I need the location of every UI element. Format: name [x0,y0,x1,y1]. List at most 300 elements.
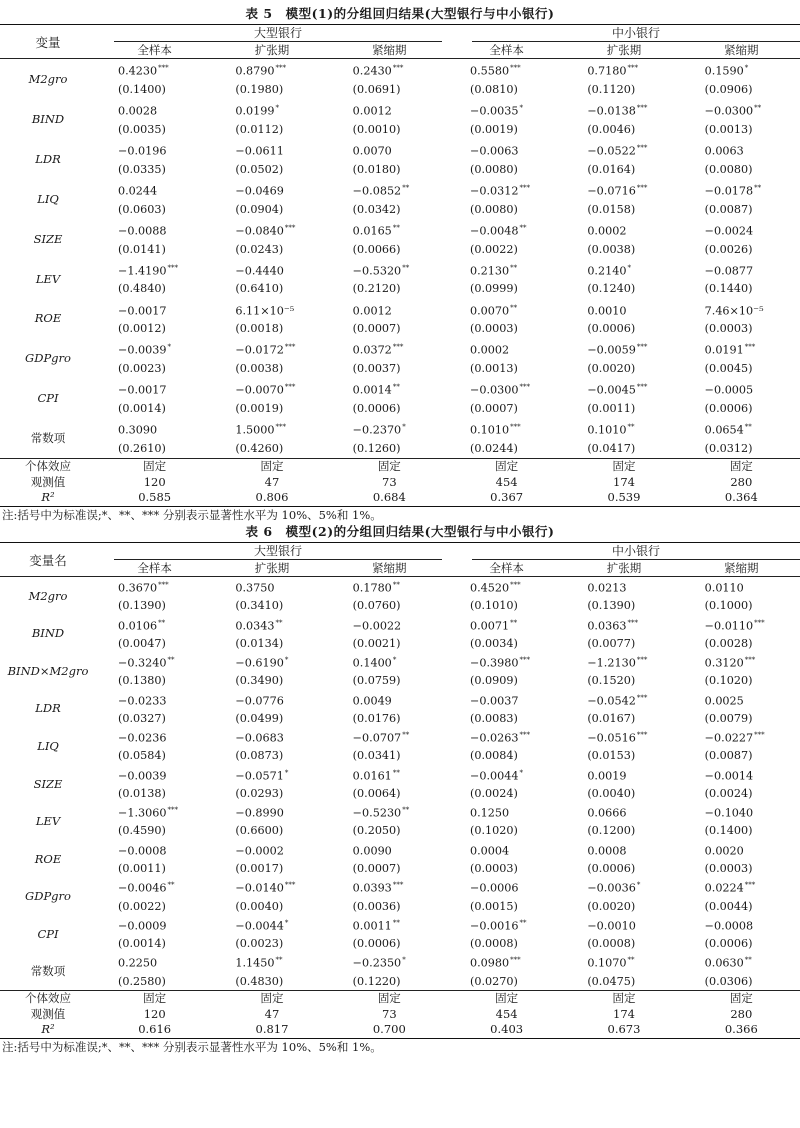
coefficient-cell [213,259,330,281]
coefficient-cell [331,652,448,672]
coefficient-value: 1.5000 [235,424,275,438]
coefficient-value: −0.3980 [469,656,519,670]
significance-stars: ** [402,263,410,272]
coefficient-cell [565,378,682,400]
significance-stars: *** [275,423,286,432]
coefficient-cell [448,615,565,635]
footer-value: 0.616 [96,1022,213,1038]
coefficient-value: −0.2350 [352,957,402,971]
significance-stars: ** [754,103,762,112]
coefficient-value: −0.0172 [235,344,284,358]
table-row [0,338,800,360]
table-row-se [0,320,800,338]
significance-stars: ** [275,956,283,965]
standard-error-cell: (0.0327) [118,711,166,725]
significance-stars: *** [284,223,296,232]
standard-error-cell: (0.0999) [469,282,518,296]
standard-error-cell: (0.0270) [469,974,518,988]
table-row [0,179,800,201]
standard-error-cell: (0.0064) [352,786,401,800]
footer-value: 固定 [448,991,565,1007]
significance-stars: *** [284,383,296,392]
standard-error-cell: (0.0499) [235,711,284,725]
coefficient-value: 0.2130 [469,264,510,278]
coefficient-cell [331,219,448,241]
standard-error-cell: (0.1400) [704,824,753,838]
coefficient-cell [683,219,800,241]
coefficient-value: 0.0654 [704,424,744,438]
footer-value: 固定 [96,459,213,475]
coefficient-value: 0.0070 [469,304,510,318]
coefficient-value: 0.7180 [587,64,627,78]
table-row [0,259,800,281]
standard-error-cell: (0.0164) [587,162,636,176]
significance-stars: ** [627,423,635,432]
coefficient-value: 0.0014 [352,384,392,398]
standard-error-cell: (0.0112) [235,122,284,136]
coefficient-value: 0.3670 [118,581,158,595]
standard-error-cell: (0.0014) [118,937,166,951]
coefficient-value: 0.0110 [704,581,744,595]
standard-error-cell: (0.0007) [352,322,401,336]
standard-error-cell: (0.0342) [352,202,401,216]
coefficient-cell [683,259,800,281]
standard-error-cell: (0.0138) [118,786,166,800]
significance-stars: ** [754,183,762,192]
row-label: M2gro [0,59,96,99]
coefficient-cell [448,219,565,241]
table-row [0,952,800,972]
coefficient-value: 0.0372 [352,344,392,358]
coefficient-value: −0.0571 [235,769,284,783]
standard-error-cell: (0.4830) [235,974,284,988]
standard-error-cell: (0.4260) [235,442,284,456]
coefficient-value: −0.0227 [704,731,754,745]
significance-stars: ** [402,183,410,192]
standard-error-cell: (0.1260) [352,442,401,456]
standard-error-cell: (0.0046) [587,122,636,136]
coefficient-value: −0.4440 [235,264,284,278]
footer-label: 观测值 [30,474,66,489]
standard-error-cell: (0.0003) [469,861,518,875]
standard-error-cell: (0.1020) [704,674,753,688]
standard-error-cell: (0.0691) [352,82,401,96]
sub-header: 紧缩期 [372,43,407,57]
standard-error-cell: (0.0010) [352,122,401,136]
table-row [0,299,800,321]
coefficient-cell [213,418,330,440]
coefficient-value: −0.2370 [352,424,402,438]
table-row [0,690,800,710]
table-row-se [0,440,800,459]
coefficient-cell [683,139,800,161]
coefficient-value: 0.0002 [469,344,510,358]
coefficient-value: 0.0199 [235,104,275,118]
table-5-note: 注:括号中为标准误;*、**、*** 分别表示显著性水平为 10%、5%和 1%。 [2,507,382,522]
table-5-block [0,4,800,524]
footer-value: 280 [730,1006,753,1021]
coefficient-value: −0.0140 [235,882,284,896]
row-label: LDR [35,151,61,166]
standard-error-cell: (0.0006) [704,937,753,951]
footer-value: 0.367 [448,490,565,506]
coefficient-value: −0.0469 [235,184,284,198]
standard-error-cell: (0.0020) [587,362,636,376]
footer-label: 个体效应 [0,991,96,1007]
coefficient-cell [683,615,800,635]
coefficient-cell [96,139,213,161]
coefficient-value: 0.5580 [469,64,510,78]
significance-stars: *** [636,143,648,152]
footer-value: 固定 [213,459,330,475]
table-row [0,765,800,785]
coefficient-cell [96,727,213,747]
group-header-label: 中小银行 [472,25,800,42]
table-row-se [0,860,800,877]
coefficient-cell [565,99,682,121]
coefficient-cell [213,299,330,321]
coefficient-value: 0.4230 [118,64,158,78]
coefficient-cell [565,877,682,897]
standard-error-cell: (0.0012) [118,322,166,336]
footer-value: 固定 [683,991,800,1007]
coefficient-cell [96,99,213,121]
coefficient-cell [96,418,213,440]
coefficient-cell [448,259,565,281]
coefficient-cell [213,338,330,360]
footer-value: 454 [495,1006,518,1021]
standard-error-cell: (0.1440) [704,282,753,296]
coefficient-cell [96,577,213,598]
standard-error-cell: (0.0080) [469,202,518,216]
standard-error-cell: (0.0045) [704,362,753,376]
standard-error-cell: (0.0003) [704,322,753,336]
standard-error-cell: (0.0014) [118,402,166,416]
coefficient-cell [331,915,448,935]
standard-error-cell: (0.0034) [469,636,518,650]
footer-row [0,1022,800,1038]
coefficient-value: 0.0019 [587,769,627,783]
coefficient-cell [331,418,448,440]
coefficient-cell [448,59,565,81]
coefficient-cell [96,840,213,860]
coefficient-value: 0.0343 [235,619,275,633]
group-header [96,543,448,561]
significance-stars: ** [519,918,527,927]
coefficient-value: 0.0010 [587,304,627,318]
footer-value: 0.684 [331,490,448,506]
coefficient-value: −1.2130 [587,656,636,670]
table-row-se [0,710,800,727]
table-row-se [0,597,800,614]
significance-stars: *** [167,806,179,815]
coefficient-value: 0.0063 [704,144,744,158]
significance-stars: ** [510,303,518,312]
coefficient-cell [565,179,682,201]
standard-error-cell: (0.1390) [587,599,636,613]
coefficient-value: −0.0522 [587,144,636,158]
standard-error-cell: (0.0023) [235,937,284,951]
coefficient-cell [448,338,565,360]
coefficient-value: 0.0071 [469,619,510,633]
coefficient-cell [96,378,213,400]
standard-error-cell: (0.0417) [587,442,636,456]
coefficient-value: 0.2140 [587,264,627,278]
coefficient-cell [565,219,682,241]
coefficient-value: −0.0776 [235,694,284,708]
standard-error-cell: (0.0293) [235,786,284,800]
standard-error-cell: (0.0584) [118,749,166,763]
coefficient-value: −0.0877 [704,264,754,278]
coefficient-value: −0.0008 [118,844,167,858]
table-row-se [0,935,800,952]
coefficient-value: −0.0611 [235,144,284,158]
coefficient-value: 0.1070 [587,957,627,971]
significance-stars: ** [167,656,175,665]
coefficient-cell [96,179,213,201]
footer-value: 47 [264,1006,280,1021]
coefficient-value: 0.0008 [587,844,627,858]
coefficient-cell [565,418,682,440]
row-label: CPI [37,391,59,406]
standard-error-cell: (0.4840) [118,282,166,296]
footer-row [0,991,800,1007]
standard-error-cell: (0.0760) [352,599,401,613]
coefficient-cell [565,802,682,822]
table-row [0,418,800,440]
footer-value: 0.700 [331,1022,448,1038]
coefficient-cell [448,299,565,321]
row-label: ROE [34,311,62,326]
standard-error-cell: (0.1020) [469,824,518,838]
footer-value: 73 [382,474,397,489]
coefficient-cell [213,99,330,121]
coefficient-cell [565,727,682,747]
variable-column-header: 变量名 [0,543,96,577]
coefficient-cell [213,840,330,860]
table-row-se [0,747,800,764]
significance-stars: *** [519,383,531,392]
table-row-se [0,81,800,99]
standard-error-cell: (0.0502) [235,162,284,176]
standard-error-cell: (0.0038) [587,242,636,256]
standard-error-cell: (0.0077) [587,636,636,650]
coefficient-value: −0.0036 [587,882,636,896]
coefficient-value: 0.0090 [352,844,392,858]
coefficient-value: 0.1010 [587,424,627,438]
significance-stars: *** [627,618,638,627]
significance-stars: *** [392,64,404,72]
coefficient-value: −0.0300 [704,104,754,118]
significance-stars: *** [510,423,521,432]
row-label: LDR [35,701,61,716]
sub-header: 全样本 [489,561,524,575]
standard-error-cell: (0.2120) [352,282,401,296]
coefficient-cell [565,690,682,710]
table-row [0,378,800,400]
standard-error-cell: (0.0080) [704,162,753,176]
coefficient-value: 0.2430 [352,64,392,78]
coefficient-cell [331,577,448,598]
standard-error-cell: (0.0040) [587,786,636,800]
coefficient-cell [565,615,682,635]
coefficient-cell [331,139,448,161]
coefficient-value: −0.0002 [235,844,284,858]
coefficient-value: −1.3060 [118,807,167,821]
significance-stars: ** [392,383,400,392]
coefficient-value: −0.0010 [587,919,636,933]
standard-error-cell: (0.0153) [587,749,636,763]
table-5 [0,24,800,507]
significance-stars: *** [510,581,521,589]
table-row [0,219,800,241]
significance-stars: * [744,64,749,72]
standard-error-cell: (0.0603) [118,202,166,216]
standard-error-cell: (0.0013) [704,122,753,136]
coefficient-cell [96,877,213,897]
table-row-se [0,400,800,418]
coefficient-value: 0.0002 [587,224,627,238]
significance-stars: ** [402,731,410,740]
footer-label: 观测值 [30,1006,66,1021]
coefficient-cell [565,952,682,972]
coefficient-value: −0.5320 [352,264,402,278]
significance-stars: *** [636,103,648,112]
footer-value: 固定 [565,459,682,475]
footer-value: 0.817 [213,1022,330,1038]
standard-error-cell: (0.0024) [704,786,753,800]
table-6-caption: 表 6 模型(2)的分组回归结果(大型银行与中小银行) [245,524,555,539]
coefficient-cell [96,615,213,635]
significance-stars: ** [744,423,752,432]
significance-stars: ** [392,223,400,232]
coefficient-cell [213,378,330,400]
standard-error-cell: (0.0026) [704,242,753,256]
coefficient-value: −0.0063 [469,144,519,158]
standard-error-cell: (0.0080) [469,162,518,176]
standard-error-cell: (0.0038) [235,362,284,376]
coefficient-cell [683,299,800,321]
standard-error-cell: (0.0036) [352,899,401,913]
sub-header: 扩张期 [606,43,642,57]
coefficient-cell [331,690,448,710]
sub-header: 扩张期 [606,561,642,575]
standard-error-cell: (0.6600) [235,824,284,838]
coefficient-value: 6.11×10⁻⁵ [235,304,295,318]
standard-error-cell: (0.0011) [587,402,636,416]
coefficient-value: −0.0035 [469,104,519,118]
standard-error-cell: (0.1980) [235,82,284,96]
table-row [0,99,800,121]
coefficient-cell [213,219,330,241]
standard-error-cell: (0.0909) [469,674,518,688]
coefficient-cell [448,802,565,822]
coefficient-cell [331,615,448,635]
standard-error-cell: (0.2050) [352,824,401,838]
row-label: LIQ [37,191,59,206]
footer-value: 0.585 [96,490,213,506]
standard-error-cell: (0.0906) [704,82,753,96]
table-6-note: 注:括号中为标准误;*、**、*** 分别表示显著性水平为 10%、5%和 1%。 [2,1039,382,1054]
coefficient-value: −0.0059 [587,344,636,358]
table-row-se [0,241,800,259]
table-5-caption: 表 5 模型(1)的分组回归结果(大型银行与中小银行) [245,6,555,21]
significance-stars: * [519,768,524,777]
coefficient-value: 0.1250 [469,807,510,821]
table-row [0,652,800,672]
row-label: 常数项 [30,964,66,979]
significance-stars: *** [744,881,756,890]
standard-error-cell: (0.1120) [587,82,636,96]
footer-value: 174 [613,474,635,489]
coefficient-cell [448,577,565,598]
footer-value: 固定 [331,459,448,475]
row-label: CPI [37,926,59,941]
coefficient-cell [683,915,800,935]
standard-error-cell: (0.0008) [469,937,518,951]
coefficient-value: 0.0165 [352,224,392,238]
table-row-se [0,785,800,802]
standard-error-cell: (0.0873) [235,749,284,763]
group-header-row [0,25,800,43]
footer-value: 固定 [565,991,682,1007]
coefficient-cell [213,577,330,598]
table-row-se [0,635,800,652]
footer-label: 个体效应 [0,459,96,475]
footer-label: R² [0,1022,96,1038]
significance-stars: *** [636,343,648,352]
coefficient-value: 0.0980 [469,957,510,971]
coefficient-cell [683,802,800,822]
significance-stars: ** [744,956,752,965]
row-label: BIND×M2gro [7,663,89,678]
standard-error-cell: (0.0019) [235,402,284,416]
standard-error-cell: (0.0134) [235,636,284,650]
coefficient-value: 0.0363 [587,619,627,633]
significance-stars: *** [744,656,756,665]
standard-error-cell: (0.3410) [235,599,284,613]
coefficient-cell [331,99,448,121]
standard-error-cell: (0.0006) [352,937,401,951]
footer-value: 47 [264,474,280,489]
coefficient-cell [331,727,448,747]
coefficient-value: −0.8990 [235,807,284,821]
coefficient-cell [683,877,800,897]
row-label: SIZE [33,776,63,791]
coefficient-cell [683,652,800,672]
row-label: GDPgro [25,351,71,366]
coefficient-cell [213,59,330,81]
table-row [0,139,800,161]
coefficient-value: −0.0044 [469,769,519,783]
coefficient-value: 0.0011 [352,919,392,933]
table-row-se [0,280,800,298]
coefficient-cell [213,615,330,635]
standard-error-cell: (0.0024) [469,786,518,800]
coefficient-cell [683,690,800,710]
significance-stars: *** [636,383,648,392]
coefficient-value: −0.0138 [587,104,636,118]
coefficient-value: −0.0014 [704,769,754,783]
coefficient-value: 0.8790 [235,64,275,78]
coefficient-value: −0.0542 [587,694,636,708]
coefficient-value: 0.0012 [352,304,392,318]
standard-error-cell: (0.0035) [118,122,166,136]
footer-row [0,459,800,475]
sub-header: 紧缩期 [724,561,759,575]
coefficient-cell [448,915,565,935]
standard-error-cell: (0.0007) [352,861,401,875]
